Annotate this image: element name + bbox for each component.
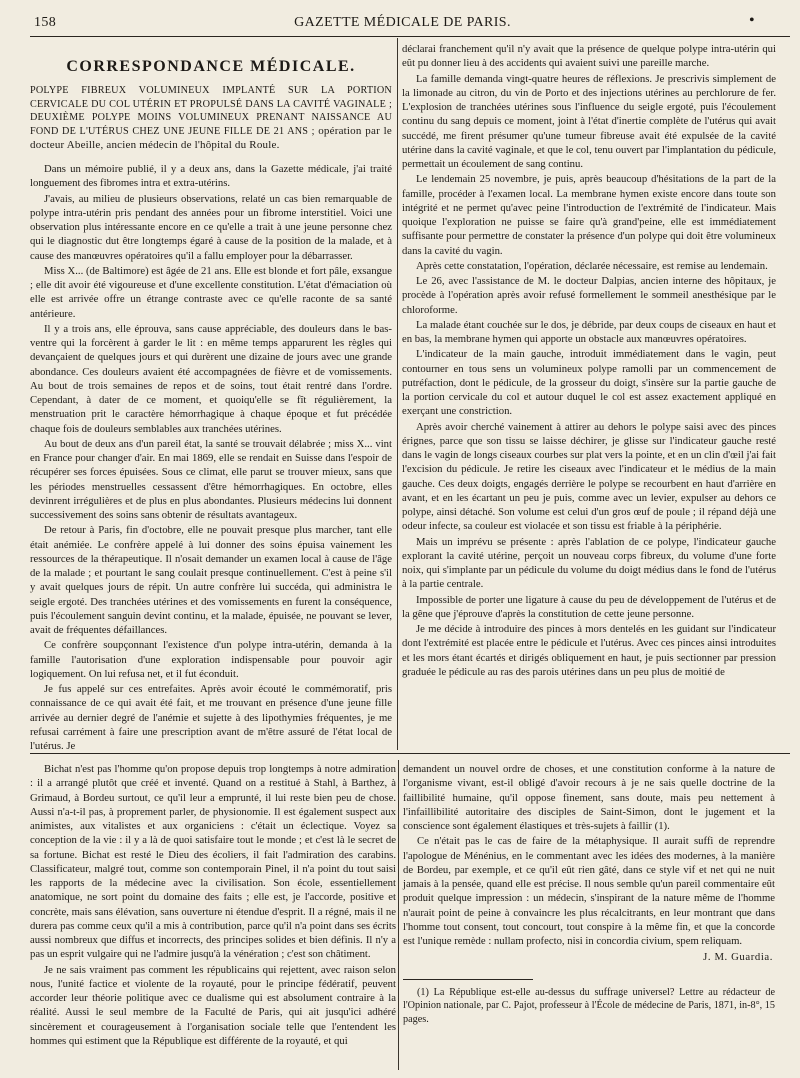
column-4 [403, 762, 775, 1026]
ornament-dot: • [748, 12, 755, 29]
paragraph: déclarai franchement qu'il n'y avait que la présence de quelque polype intra-utérin qui eût pu donner lieu à des accidents qui avaient suivi une pareille marche. [402, 43, 776, 70]
paragraph: De retour à Paris, fin d'octobre, elle ne pouvait presque plus marcher, tant elle était anémiée. Le confrère appelé à lui donner des soins épuisa vainement les ressources de la thérapeutique. Il n'osait demander un examen local à cause de l'âge de la malade ; et pourtant le sang coulait presque continuellement. C'est à peine s'il y avait quelques jours de répit. Un autre confrère lui succéda, qui administra le seigle ergoté. Des tranchées utérines et des vomissements en furent la conséquence, puis l'écoulement sanguin devint continu, et la malade, épuisée, ne pouvant se lever, avait de fréquentes défaillances. [30, 524, 392, 637]
paragraph: Bichat n'est pas l'homme qu'on propose depuis trop longtemps à notre admiration : il a arrangé plutôt que créé et inventé. Quand on a restitué à Stahl, à Barthez, à Grimaud, à Bordeu surtout, ce qu'il leur a emprunté, il lui reste bien peu de chose. Aussi n'a-t-il pas, à proprement parler, de physionomie. Il est également suspect aux animistes, aux vitalistes et aux organiciens : c'était un éclectique. Voyez sa conception de la vie : il y a là de quoi satisfaire tout le monde ; et c'est là le secret de sa fortune. Bichat est resté le Dieu des écoliers, il fait l'admiration des carabins. Classificateur, malgré tout, comme son contemporain Pinel, il n'a point du tout saisi les rapports de la médecine avec la civilisation. Son école, essentiellement anatomique, ne sort point du domaine des faits ; elle est, je l'accorde, positive et concrète, mais sans élévation, sans ouverture ni étendue d'esprit. Il a régné, mais il ne durera pas comme ceux qu'il a mis à contribution, parce qu'il n'a point dans ses écrits aussi nombreux que diffus et incorrects, des principes solides et bien définis. Il n'y a pas un esprit vulgaire qui ne l'admire jusqu'à la vénération ; c'est son châtiment. [30, 763, 396, 961]
paragraph: demandent un nouvel ordre de choses, et une constitution conforme à la nature de l'organisme vivant, est-il obligé d'avoir recours à je ne sais quelle doctrine de la faillibilité humaine, qu'il oppose finement, sans doute, mais peu nettement à l'infaillibilité autoritaire des disciples de Saint-Simon, dont le jugement et la conscience sont également élastiques et très-sujets à faillir (1). [403, 763, 775, 832]
footnote: (1) La République est-elle au-dessus du suffrage universel? Lettre au rédacteur de l'Opinion nationale, par C. Pajot, professeur à l'École de médecine de Paris, 1871, in-8°, 15 pages. [403, 986, 775, 1025]
column-3 [30, 762, 396, 1049]
article-heading-subject: POLYPE FIBREUX VOLUMINEUX IMPLANTÉ SUR LA PORTION CERVICALE DU COL UTÉRIN ET PROPULSÉ DANS LA CAVITÉ VAGINALE ; DEUXIÈME POLYPE MOINS VOLUMINEUX PRENANT NAISSANCE AU FOND DE L'UTÉRUS CHEZ UNE JEUNE FILLE DE 21 ANS ; [30, 85, 392, 138]
column-divider [397, 38, 398, 750]
running-head [30, 12, 775, 32]
paragraph: Le lendemain 25 novembre, je puis, après beaucoup d'hésitations de la part de la famille, procéder à l'examen local. La membrane hymen existe encore dans toute son intégrité et ne permet qu'avec peine l'introduction de l'extrémité de l'indicateur. Mais quoique l'exploration ne puisse se faire qu'à grand'peine, elle est immédiatement suffisante pour permettre de constater la présence d'un polype qui doit être volumineux dans la cavité du vagin. [402, 173, 776, 257]
page-number: 158 [34, 15, 57, 30]
paragraph: Dans un mémoire publié, il y a deux ans, dans la Gazette médicale, j'ai traité longuement des fibromes intra et extra-utérins. [30, 163, 392, 190]
paragraph: Je me décide à introduire des pinces à mors dentelés en les guidant sur l'indicateur dont l'extrémité est placée entre le pédicule et l'utérus. Avec ces pinces ainsi introduites et les mors étant écartés et dirigés obliquement en haut, je puis sectionner par pression graduée le pédicule au ras des parois utérines dans un peu plus de moitié de [402, 623, 776, 678]
paragraph: Impossible de porter une ligature à cause du peu de développement de l'utérus et de la gêne que j'éprouve d'après la constitution de cette jeune personne. [402, 593, 776, 620]
footnote-rule [403, 979, 533, 980]
paragraph: La famille demanda vingt-quatre heures de réflexions. Je prescrivis simplement de la limonade au citron, du vin de Porto et des injections utérines au perchlorure de fer. L'explosion de tranchées utérines sous l'influence du seigle ergoté, puis l'écoulement continu du sang depuis ce moment, joint à l'état d'inertie complète de l'utérus qui avait succédé, me firent présumer qu'une tumeur fibreuse avait été expulsée de la cavité utérine dans la cavité vaginale, et que le col, tenu ouvert par l'implantation du pédicule, permettait un écoulement de sang continu. [402, 72, 776, 170]
paragraph: Il y a trois ans, elle éprouva, sans cause appréciable, des douleurs dans le bas-ventre qui la forcèrent à garder le lit : en même temps apparurent les règles qui devançaient de quelques jours et qui durèrent une dizaine de jours avec une grande abondance. Ces douleurs avaient été accompagnées de fièvre et de vomissements. Au bout de trois semaines de repos et de soins, tout était rentré dans l'ordre. Cependant, à dater de ce moment, et quoiqu'elle se fît régulièrement, la menstruation prit le caractère hémorrhagique à chaque époque et fut précédée chaque fois de douleurs semblables aux tranchées utérines. [30, 322, 392, 435]
paragraph: Ce n'était pas le cas de faire de la métaphysique. Il aurait suffi de reprendre l'apologue de Ménénius, en le commentant avec les idées des modernes, à la manière de Bordeu, par exemple, et ce qu'il eût rien gâté, dans ce style vif et net qui ne nuit jamais à la pensée, quand elle est précise. Il nous semble qu'un pareil commentaire eût produit quelque impression : un médecin, s'inspirant de la nature même de l'homme n'aurait point de peine à convaincre les plus récalcitrants, en leur montrant que dans l'homme tout consent, tout concourt, tout conspire à la même fin, et que la concorde est l'unique remède : nullam profecto, nisi in concordia civium, spem reliquam. [403, 835, 775, 947]
journal-title: GAZETTE MÉDICALE DE PARIS. [294, 15, 511, 30]
paragraph: La malade étant couchée sur le dos, je débride, par deux coups de ciseaux en haut et en bas, la membrane hymen qui apporte un obstacle aux manœuvres opératoires. [402, 318, 776, 345]
paragraph: Le 26, avec l'assistance de M. le docteur Dalpias, ancien interne des hôpitaux, je procède à l'opération après avoir refusé formellement le sommeil anesthésique par le chloroforme. [402, 275, 776, 316]
section-title: CORRESPONDANCE MÉDICALE. [66, 58, 356, 75]
paragraph: J'avais, au milieu de plusieurs observations, relaté un cas bien remarquable de polype intra-utérin pris pendant des années pour un fibrome interstitiel. Voici une observation plus intéressante encore en ce qu'elle a trait à une jeune personne chez qui le diagnostic dut être longtemps égaré à cause de la position de la malade, et à cause des manœuvres opératoires qu'il a fallu employer pour la débarrasser. [30, 192, 392, 262]
paragraph: Je ne sais vraiment pas comment les républicains qui rejettent, avec raison selon nous, l'unité factice et violente de la royauté, pour le principe fédératif, peuvent accorder leur théorie politique avec ce dualisme qui est absolument contraire à la réalité. Aussi le seul membre de la Faculté de Paris, qui ait jusqu'ici adhéré sincèrement et courageusement à l'organisation sociale telle que l'entendent les hommes qui estiment que la République est différente de la royauté, et qui [30, 963, 396, 1047]
paragraph: Mais un imprévu se présente : après l'ablation de ce polype, l'indicateur gauche explorant la cavité utérine, perçoit un nouveau corps fibreux, du volume d'une forte noix, qui s'implante par un pédicule du volume du doigt médius dans le fond de l'utérus à la partie centrale. [402, 535, 776, 591]
paragraph: Au bout de deux ans d'un pareil état, la santé se trouvait délabrée ; miss X... vint en France pour changer d'air. En mai 1869, elle se rendait en Suisse dans l'espoir de récupérer ses forces épuisées. Sous ce climat, elle parut se trouver mieux, sans que les périodes menstruelles cessassent d'être hémorrhagiques. En octobre, elles devinrent irrégulières et de plus en plus abondantes. Plusieurs médecins lui donnent successivement des soins sans obtenir de résultats avantageux. [30, 437, 392, 522]
column-2 [402, 42, 776, 680]
paragraph: Après avoir cherché vainement à attirer au dehors le polype saisi avec des pinces érignes, parce que son tissu se laisse déchirer, je glisse sur l'indicateur gauche resté dans le vagin de longs ciseaux courbes sur plat vers la pointe, et en un clin d'œil j'ai fait l'excision du pédicule. Je retire les ciseaux avec l'indicateur et le médius de la main gauche. Ces deux doigts, engagés derrière le polype se recourbent en haut d'arrière en avant, et en les écartant un peu je puis, comme avec un levier, expulser au dehors ce polype, ainsi détaché. Son volume est celui d'un gros œuf de poule ; il répand déjà une odeur infecte, sa couleur est violacée et son tissu est friable à la périphérie. [402, 420, 776, 533]
header-rule [30, 36, 790, 37]
paragraph: Après cette constatation, l'opération, déclarée nécessaire, est remise au lendemain. [416, 259, 768, 272]
section-rule [30, 753, 790, 754]
paragraph: Ce confrère soupçonnant l'existence d'un polype intra-utérin, demanda à la famille l'autorisation d'une exploration indispensable pour pouvoir agir logiquement. On lui refusa net, et il fut éconduit. [30, 639, 392, 680]
column-1 [30, 42, 392, 754]
paragraph: L'indicateur de la main gauche, introduit immédiatement dans le vagin, peut contourner en tous sens un volumineux polype ramolli par un commencement de putréfaction, dont le pédicule, de la grosseur du doigt, s'insère sur la partie gauche de la portion cervicale du col et autour duquel le col est assez exactement appliqué en exerçant une constriction. [402, 348, 776, 418]
article-heading [30, 84, 392, 152]
author-signature: J. M. Guardia. [703, 951, 773, 964]
paragraph: Je fus appelé sur ces entrefaites. Après avoir écouté le commémoratif, pris connaissance de ce qui avait été fait, et me trouvant en présence d'une jeune fille arrivée au dernier degré de l'anémie et sujette à des lipothymies fréquentes, je me refusai carrément à faire une prescription avant de m'être assuré de l'état local de l'utérus. Je [30, 683, 392, 753]
article-heading-author: opération par le docteur Abeille, ancien médecin de l'hôpital du Roule. [30, 125, 392, 151]
paragraph: Miss X... (de Baltimore) est âgée de 21 ans. Elle est blonde et fort pâle, exsangue ; elle dit avoir été vigoureuse et d'une excellente constitution. L'état d'émaciation où elle est arrivée offre un étrange contraste avec ce qu'elle raconte de sa santé antérieure. [30, 264, 392, 320]
column-divider [398, 760, 399, 1070]
